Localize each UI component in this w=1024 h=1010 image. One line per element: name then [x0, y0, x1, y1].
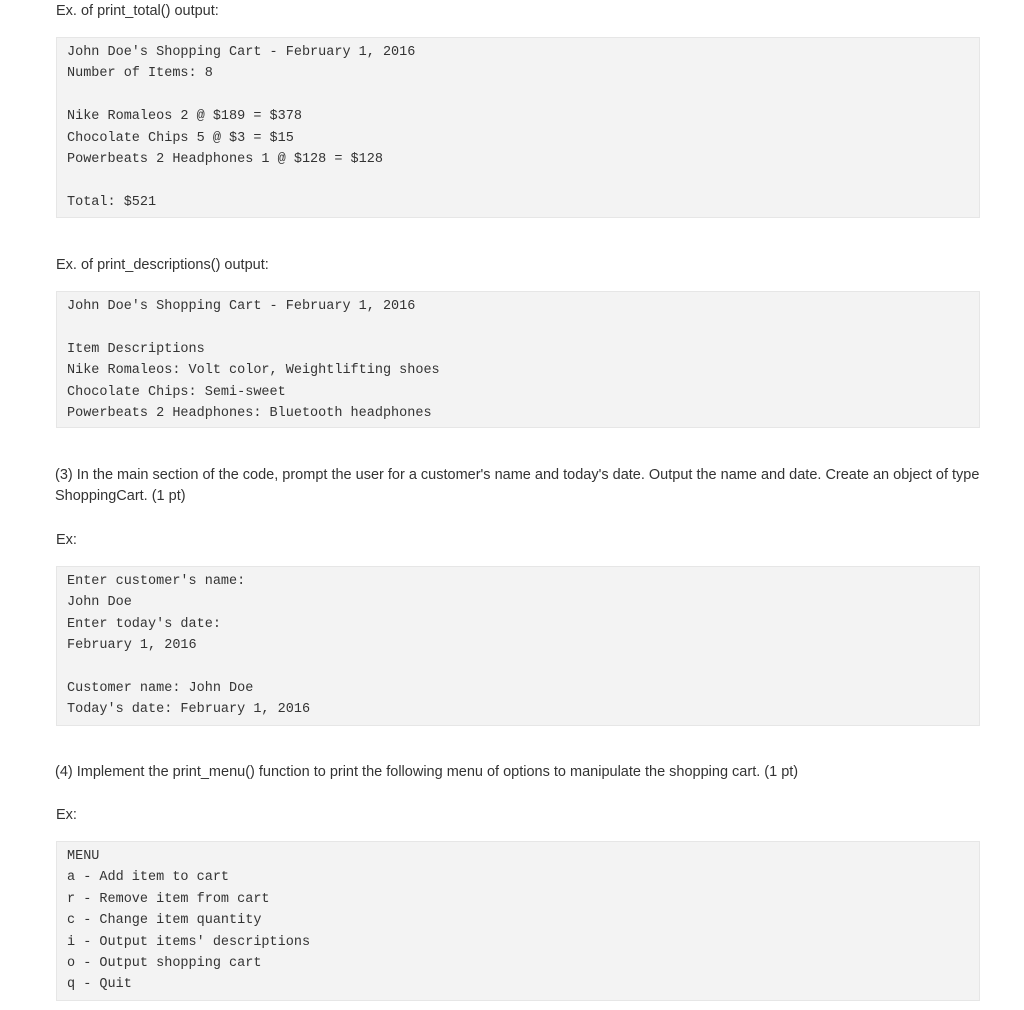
code-line: Powerbeats 2 Headphones: Bluetooth headphones	[67, 405, 432, 421]
print-descriptions-label: Ex. of print_descriptions() output:	[56, 257, 269, 273]
step3-code-block	[56, 566, 980, 726]
code-line: q - Quit	[67, 977, 132, 993]
print-total-code-block	[56, 37, 980, 218]
code-line: o - Output shopping cart	[67, 955, 262, 971]
code-line: Number of Items: 8	[67, 66, 213, 82]
print-total-label: Ex. of print_total() output:	[56, 3, 219, 19]
code-line: c - Change item quantity	[67, 913, 262, 929]
menu-code-block	[56, 841, 980, 1001]
code-line: February 1, 2016	[67, 638, 197, 654]
code-line: Powerbeats 2 Headphones 1 @ $128 = $128	[67, 151, 383, 167]
step4-instruction: (4) Implement the print_menu() function to print the following menu of options to manipulate the shopping cart. (1 pt)	[55, 764, 799, 780]
code-line: Enter today's date:	[67, 616, 221, 632]
code-line: Chocolate Chips 5 @ $3 = $15	[67, 130, 294, 146]
code-line: John Doe	[67, 595, 132, 611]
code-line: Nike Romaleos: Volt color, Weightlifting shoes	[67, 363, 440, 379]
code-line: Nike Romaleos 2 @ $189 = $378	[67, 109, 302, 125]
step4-example-label: Ex:	[56, 807, 77, 823]
step3-instruction: (3) In the main section of the code, prompt the user for a customer's name and today's date. Output the name and date. Create an object of type ShoppingCart. (1 pt)	[55, 467, 980, 504]
code-line	[67, 657, 969, 678]
print-descriptions-code-block	[56, 291, 980, 428]
code-line: Item Descriptions	[67, 341, 205, 357]
code-line	[67, 170, 969, 191]
code-line: r - Remove item from cart	[67, 891, 270, 907]
code-line: Today's date: February 1, 2016	[67, 702, 311, 718]
code-line: i - Output items' descriptions	[67, 934, 311, 950]
code-line: MENU	[67, 849, 100, 864]
code-line: Enter customer's name:	[67, 574, 246, 589]
code-line: Total: $521	[67, 194, 157, 210]
code-line	[67, 85, 969, 106]
code-line	[67, 317, 969, 338]
code-line: a - Add item to cart	[67, 870, 230, 886]
code-line: Customer name: John Doe	[67, 680, 254, 696]
step3-example-label: Ex:	[56, 532, 77, 548]
code-line: John Doe's Shopping Cart - February 1, 2016	[67, 299, 416, 314]
code-line: John Doe's Shopping Cart - February 1, 2016	[67, 45, 416, 60]
code-line: Chocolate Chips: Semi-sweet	[67, 384, 286, 400]
